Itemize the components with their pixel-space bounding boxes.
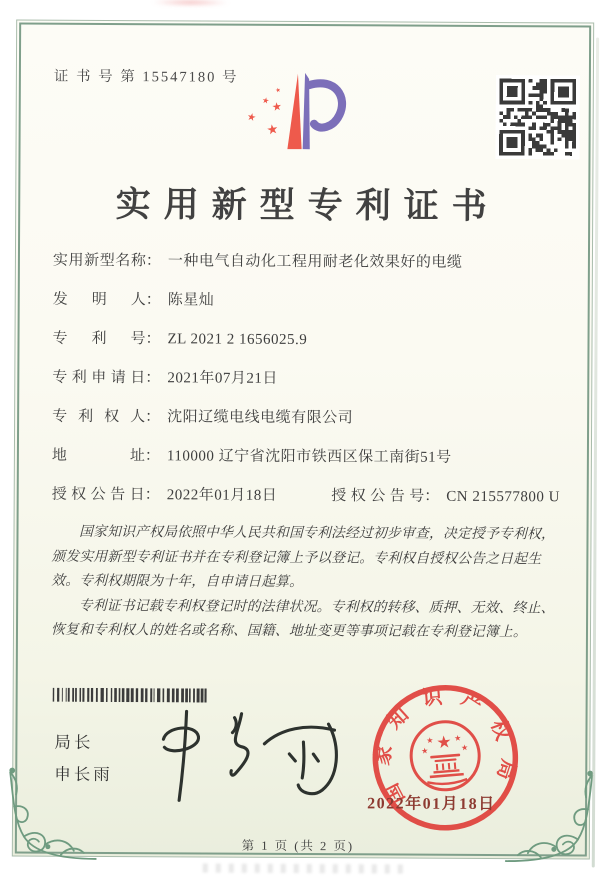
- svg-text:★: ★: [426, 736, 434, 746]
- field-patentee: [52, 405, 562, 447]
- field-label: 专利申请日: [52, 366, 145, 387]
- svg-text:★: ★: [454, 733, 462, 743]
- field-colon: ：: [424, 485, 439, 506]
- field-label: 授权公告日: [52, 483, 145, 504]
- signer-name: 申长雨: [54, 761, 113, 785]
- cnipa-logo-icon: [239, 68, 351, 157]
- signature-icon: [146, 703, 352, 806]
- field-colon: ：: [145, 366, 160, 387]
- field-patent-number: [52, 327, 562, 369]
- field-colon: ：: [146, 249, 161, 270]
- svg-text:★: ★: [246, 112, 257, 125]
- field-value: 2021年07月21日: [167, 366, 278, 388]
- field-grant-row: [52, 483, 562, 525]
- field-utility-model-name: [53, 249, 563, 291]
- field-colon: ：: [146, 288, 161, 309]
- svg-text:★: ★: [266, 122, 280, 139]
- field-value: 2022年01月18日: [167, 483, 278, 505]
- barcode: [53, 688, 207, 703]
- field-address: [52, 444, 562, 486]
- field-label: 地址: [52, 444, 145, 465]
- svg-text:★: ★: [275, 86, 282, 94]
- field-label: 实用新型名称: [53, 249, 146, 270]
- field-colon: ：: [145, 444, 160, 465]
- photo-artifact: [150, 0, 230, 6]
- field-filing-date: [52, 366, 562, 408]
- legal-paragraph-1: 国家知识产权局依照中华人民共和国专利法经过初步审查，决定授予专利权，颁发实用新型专利证书并在专利登记簿上予以登记。专利权自授权公告之日起生效。专利权期限为十年，自申请日起算。: [51, 520, 557, 596]
- field-colon: ：: [145, 327, 160, 348]
- corner-ornament-right-icon: [502, 769, 597, 867]
- seal-authority-text: 国家知识产权局: [364, 679, 525, 809]
- page-number: 第 1 页 (共 2 页): [0, 834, 598, 855]
- field-label: 专利号: [52, 327, 145, 348]
- field-value: 110000 辽宁省沈阳市铁西区保工南街51号: [167, 444, 452, 466]
- svg-text:★: ★: [271, 100, 283, 114]
- field-value: 陈星灿: [168, 288, 215, 309]
- signer-title: 局长: [54, 729, 93, 753]
- field-value: CN 215577800 U: [446, 489, 560, 507]
- legal-paragraph-2: 专利证书记载专利权登记时的法律状况。专利权的转移、质押、无效、终止、恢复和专利权人的姓名或名称、国籍、地址变更等事项记载在专利登记簿上。: [51, 593, 557, 645]
- field-label: 专利权人: [52, 405, 145, 426]
- field-colon: ：: [145, 483, 160, 504]
- field-label: 发明人: [53, 288, 146, 309]
- seal-date: 2022年01月18日: [367, 790, 496, 814]
- field-value: ZL 2021 2 1656025.9: [167, 331, 307, 349]
- corner-ornament-left-icon: [6, 766, 101, 864]
- legal-text: [51, 520, 558, 645]
- svg-text:★: ★: [461, 743, 469, 753]
- field-value: 一种电气自动化工程用耐老化效果好的电缆: [168, 249, 463, 272]
- certificate-title: 实用新型专利证书: [1, 176, 600, 229]
- field-label: 授权公告号: [331, 484, 424, 505]
- field-inventor: [53, 288, 563, 330]
- field-colon: ：: [145, 405, 160, 426]
- field-list: [52, 249, 563, 525]
- svg-text:★: ★: [261, 95, 270, 106]
- field-value: 沈阳辽缆电线电缆有限公司: [167, 405, 353, 427]
- qr-code: [495, 75, 579, 159]
- svg-text:★: ★: [436, 732, 453, 753]
- page-bleed-through: [203, 863, 408, 873]
- certificate-number: 证 书 号 第 15547180 号: [54, 65, 239, 87]
- national-emblem-icon: [409, 719, 482, 792]
- svg-text:★: ★: [421, 746, 429, 756]
